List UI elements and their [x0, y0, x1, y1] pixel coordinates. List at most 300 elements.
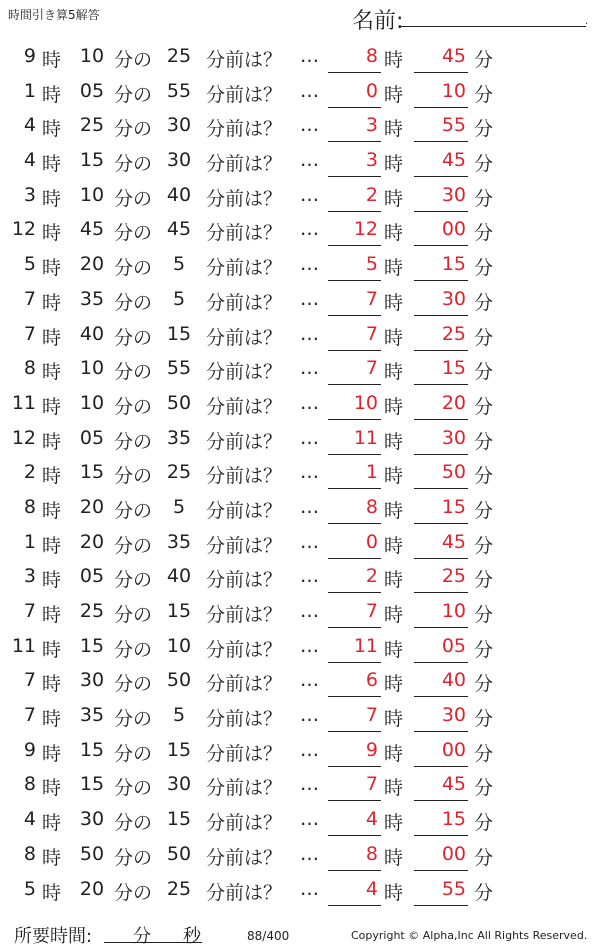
ellipsis: …: [300, 45, 319, 67]
answer-minute-unit: 分: [474, 777, 494, 800]
answer-minute-line[interactable]: [414, 905, 468, 906]
start-hour: 8: [23, 773, 36, 796]
minutes-before: 15: [166, 600, 192, 622]
answer-minute: 05: [441, 634, 466, 657]
answer-hour-unit: 時: [384, 604, 404, 626]
answer-hour: 7: [365, 600, 378, 622]
hour-unit: 時: [42, 49, 62, 71]
answer-minute-line[interactable]: [414, 176, 468, 177]
start-hour: 8: [23, 495, 36, 518]
answer-minute-unit: 分: [474, 83, 494, 106]
ellipsis: …: [300, 600, 319, 622]
problem-row: [0, 457, 600, 492]
minute-of-label: 分の: [114, 430, 153, 453]
problem-row: [0, 527, 600, 562]
start-minute: 35: [79, 704, 105, 727]
minute-of-label: 分の: [114, 777, 153, 800]
start-minute: 05: [79, 565, 105, 588]
minutes-before-question: 分前は？: [206, 777, 283, 800]
answer-minute-line[interactable]: [414, 245, 468, 246]
answer-hour-line[interactable]: [328, 454, 381, 455]
answer-minute-line[interactable]: [414, 107, 468, 108]
answer-hour: 7: [365, 704, 378, 727]
minutes-before-question: 分前は？: [206, 49, 283, 71]
answer-minute-line[interactable]: [414, 280, 468, 281]
answer-minute: 40: [441, 669, 466, 692]
answer-minute-line[interactable]: [414, 141, 468, 142]
minutes-before-question: 分前は？: [206, 812, 283, 835]
minutes-before: 45: [166, 218, 192, 241]
start-hour: 7: [23, 287, 36, 310]
start-minute: 30: [79, 669, 105, 692]
problem-row: [0, 804, 600, 839]
answer-minute: 00: [441, 218, 466, 241]
minutes-before: 30: [166, 773, 192, 796]
minutes-before: 5: [172, 495, 186, 518]
answer-hour-unit: 時: [384, 708, 404, 731]
ellipsis: …: [300, 842, 319, 865]
hour-unit: 時: [42, 361, 62, 384]
answer-hour-unit: 時: [384, 777, 404, 800]
answer-hour-unit: 時: [384, 569, 404, 592]
answer-hour-line[interactable]: [328, 558, 381, 559]
hour-unit: 時: [42, 742, 62, 765]
elapsed-seconds-unit: 秒: [183, 926, 201, 947]
answer-hour-unit: 時: [384, 291, 404, 314]
minutes-before-question: 分前は？: [206, 638, 283, 661]
minute-of-label: 分の: [114, 812, 153, 835]
ellipsis: …: [300, 426, 319, 449]
minutes-before-question: 分前は？: [206, 257, 283, 280]
start-minute: 20: [79, 530, 105, 553]
answer-hour-line[interactable]: [328, 176, 381, 177]
answer-minute-line[interactable]: [414, 72, 468, 73]
minutes-before: 5: [172, 287, 186, 310]
hour-unit: 時: [42, 638, 62, 661]
minute-of-label: 分の: [114, 742, 153, 765]
problem-row: [0, 596, 600, 631]
minutes-before-question: 分前は？: [206, 83, 283, 106]
start-hour: 7: [23, 600, 36, 622]
minute-of-label: 分の: [114, 153, 153, 176]
minutes-before-question: 分前は？: [206, 153, 283, 176]
answer-minute-line[interactable]: [414, 350, 468, 351]
answer-hour: 0: [365, 530, 378, 553]
minute-of-label: 分の: [114, 638, 153, 661]
answer-hour-line[interactable]: [328, 245, 381, 246]
answer-minute-line[interactable]: [414, 592, 468, 593]
hour-unit: 時: [42, 812, 62, 835]
start-hour: 7: [23, 669, 36, 692]
start-hour: 9: [23, 45, 36, 67]
minutes-before: 30: [166, 149, 192, 172]
ellipsis: …: [300, 114, 319, 137]
minute-of-label: 分の: [114, 708, 153, 731]
start-minute: 20: [79, 877, 105, 900]
answer-hour: 4: [365, 877, 378, 900]
minutes-before-question: 分前は？: [206, 187, 283, 210]
answer-minute-unit: 分: [474, 846, 494, 869]
answer-minute-unit: 分: [474, 326, 494, 349]
answer-minute-line[interactable]: [414, 558, 468, 559]
minutes-before: 55: [166, 79, 192, 102]
problem-row: [0, 284, 600, 319]
start-minute: 25: [79, 600, 105, 622]
answer-minute-line[interactable]: [414, 523, 468, 524]
start-hour: 4: [23, 114, 36, 137]
minutes-before-question: 分前は？: [206, 465, 283, 488]
minutes-before: 25: [166, 877, 192, 900]
answer-minute-line[interactable]: [414, 211, 468, 212]
answer-minute: 45: [441, 773, 466, 796]
answer-minute: 10: [441, 79, 466, 102]
answer-minute: 20: [441, 391, 466, 414]
answer-hour-line[interactable]: [328, 662, 381, 663]
answer-hour-unit: 時: [384, 83, 404, 106]
answer-hour-line[interactable]: [328, 488, 381, 489]
name-line-end-dot: .: [585, 16, 589, 27]
minute-of-label: 分の: [114, 846, 153, 869]
minutes-before-question: 分前は？: [206, 291, 283, 314]
answer-hour: 1: [365, 461, 378, 484]
minute-of-label: 分の: [114, 326, 153, 349]
problem-row: [0, 839, 600, 874]
start-hour: 9: [23, 738, 36, 761]
minutes-before-question: 分前は？: [206, 604, 283, 626]
answer-minute: 30: [441, 426, 466, 449]
answer-hour-line[interactable]: [328, 800, 381, 801]
worksheet-title: 時間引き算5解答: [8, 8, 100, 22]
answer-hour-unit: 時: [384, 638, 404, 661]
answer-hour-line[interactable]: [328, 627, 381, 628]
answer-minute-unit: 分: [474, 673, 494, 696]
minutes-before-question: 分前は？: [206, 395, 283, 418]
answer-minute: 30: [441, 183, 466, 206]
page-number: 88/400: [247, 929, 290, 943]
answer-hour: 10: [353, 391, 378, 414]
minutes-before-question: 分前は？: [206, 846, 283, 869]
minute-of-label: 分の: [114, 291, 153, 314]
answer-hour-unit: 時: [384, 499, 404, 522]
problem-row: [0, 735, 600, 770]
minutes-before: 50: [166, 669, 192, 692]
start-hour: 1: [23, 530, 36, 553]
answer-hour: 9: [365, 738, 378, 761]
answer-hour-unit: 時: [384, 395, 404, 418]
hour-unit: 時: [42, 673, 62, 696]
problem-row: [0, 110, 600, 145]
answer-hour-line[interactable]: [328, 731, 381, 732]
start-minute: 15: [79, 634, 105, 657]
minute-of-label: 分の: [114, 569, 153, 592]
hour-unit: 時: [42, 881, 62, 904]
answer-hour-unit: 時: [384, 326, 404, 349]
start-minute: 05: [79, 426, 105, 449]
answer-hour: 3: [365, 114, 378, 137]
minute-of-label: 分の: [114, 257, 153, 280]
hour-unit: 時: [42, 465, 62, 488]
answer-minute-unit: 分: [474, 153, 494, 176]
minutes-before: 10: [166, 634, 192, 657]
answer-hour-unit: 時: [384, 742, 404, 765]
start-minute: 10: [79, 357, 105, 380]
start-minute: 50: [79, 842, 105, 865]
ellipsis: …: [300, 287, 319, 310]
answer-hour: 7: [365, 357, 378, 380]
answer-minute-line[interactable]: [414, 835, 468, 836]
answer-minute: 00: [441, 738, 466, 761]
hour-unit: 時: [42, 846, 62, 869]
start-hour: 2: [23, 461, 36, 484]
start-hour: 4: [23, 808, 36, 831]
start-hour: 7: [23, 322, 36, 345]
minute-of-label: 分の: [114, 187, 153, 210]
problem-row: [0, 41, 600, 76]
start-hour: 8: [23, 842, 36, 865]
start-minute: 30: [79, 808, 105, 831]
ellipsis: …: [300, 530, 319, 553]
start-minute: 10: [79, 45, 105, 67]
start-minute: 15: [79, 461, 105, 484]
answer-minute-line[interactable]: [414, 870, 468, 871]
answer-minute-line[interactable]: [414, 454, 468, 455]
answer-minute: 15: [441, 357, 466, 380]
answer-minute-line[interactable]: [414, 800, 468, 801]
answer-minute-line[interactable]: [414, 384, 468, 385]
ellipsis: …: [300, 773, 319, 796]
answer-hour-line[interactable]: [328, 419, 381, 420]
answer-minute-unit: 分: [474, 257, 494, 280]
minute-of-label: 分の: [114, 395, 153, 418]
start-minute: 35: [79, 287, 105, 310]
start-hour: 7: [23, 704, 36, 727]
hour-unit: 時: [42, 534, 62, 557]
answer-hour-unit: 時: [384, 846, 404, 869]
answer-minute: 55: [441, 877, 466, 900]
answer-hour-unit: 時: [384, 118, 404, 141]
answer-hour-line[interactable]: [328, 835, 381, 836]
answer-minute-unit: 分: [474, 569, 494, 592]
hour-unit: 時: [42, 430, 62, 453]
answer-minute: 25: [441, 322, 466, 345]
minute-of-label: 分の: [114, 118, 153, 141]
answer-hour: 8: [365, 495, 378, 518]
answer-minute-line[interactable]: [414, 731, 468, 732]
answer-minute-unit: 分: [474, 465, 494, 488]
ellipsis: …: [300, 149, 319, 172]
problem-row: [0, 249, 600, 284]
answer-minute: 10: [441, 600, 466, 622]
minute-of-label: 分の: [114, 465, 153, 488]
problem-row: [0, 214, 600, 249]
answer-hour-unit: 時: [384, 361, 404, 384]
minutes-before: 55: [166, 357, 192, 380]
answer-hour: 0: [365, 79, 378, 102]
start-minute: 40: [79, 322, 105, 345]
answer-hour-unit: 時: [384, 465, 404, 488]
ellipsis: …: [300, 79, 319, 102]
answer-hour-line[interactable]: [328, 905, 381, 906]
answer-minute-line[interactable]: [414, 419, 468, 420]
answer-hour-unit: 時: [384, 153, 404, 176]
answer-hour: 2: [365, 183, 378, 206]
answer-hour-unit: 時: [384, 49, 404, 71]
problem-row: [0, 665, 600, 700]
answer-hour: 11: [353, 426, 378, 449]
minutes-before: 35: [166, 426, 192, 449]
problem-row: [0, 76, 600, 111]
answer-minute: 45: [441, 45, 466, 67]
start-hour: 11: [11, 634, 36, 657]
answer-hour: 8: [365, 45, 378, 67]
ellipsis: …: [300, 565, 319, 588]
ellipsis: …: [300, 253, 319, 276]
answer-minute-unit: 分: [474, 881, 494, 904]
problem-row: [0, 561, 600, 596]
minutes-before-question: 分前は？: [206, 534, 283, 557]
ellipsis: …: [300, 808, 319, 831]
answer-minute-line[interactable]: [414, 627, 468, 628]
minutes-before-question: 分前は？: [206, 742, 283, 765]
answer-hour-unit: 時: [384, 673, 404, 696]
ellipsis: …: [300, 495, 319, 518]
answer-minute: 45: [441, 149, 466, 172]
hour-unit: 時: [42, 153, 62, 176]
hour-unit: 時: [42, 222, 62, 245]
start-minute: 20: [79, 495, 105, 518]
answer-minute: 45: [441, 530, 466, 553]
answer-hour-line[interactable]: [328, 384, 381, 385]
ellipsis: …: [300, 391, 319, 414]
answer-hour: 7: [365, 287, 378, 310]
start-hour: 5: [23, 877, 36, 900]
problem-list: [0, 41, 600, 908]
answer-hour: 7: [365, 322, 378, 345]
answer-hour: 6: [365, 669, 378, 692]
answer-hour-line[interactable]: [328, 141, 381, 142]
answer-hour-line[interactable]: [328, 280, 381, 281]
hour-unit: 時: [42, 777, 62, 800]
minutes-before-question: 分前は？: [206, 673, 283, 696]
answer-hour: 11: [353, 634, 378, 657]
elapsed-minutes-unit: 分: [133, 926, 151, 947]
start-minute: 05: [79, 79, 105, 102]
problem-row: [0, 353, 600, 388]
minutes-before: 15: [166, 808, 192, 831]
start-hour: 5: [23, 253, 36, 276]
answer-minute-unit: 分: [474, 118, 494, 141]
answer-minute-unit: 分: [474, 395, 494, 418]
answer-minute-unit: 分: [474, 430, 494, 453]
hour-unit: 時: [42, 326, 62, 349]
answer-hour-line[interactable]: [328, 870, 381, 871]
minutes-before: 30: [166, 114, 192, 137]
answer-hour-line[interactable]: [328, 592, 381, 593]
problem-row: [0, 319, 600, 354]
answer-minute: 00: [441, 842, 466, 865]
minutes-before: 25: [166, 45, 192, 67]
answer-minute-line[interactable]: [414, 662, 468, 663]
minutes-before: 25: [166, 461, 192, 484]
name-input-line[interactable]: [400, 26, 586, 27]
minutes-before: 50: [166, 842, 192, 865]
hour-unit: 時: [42, 118, 62, 141]
ellipsis: …: [300, 461, 319, 484]
hour-unit: 時: [42, 395, 62, 418]
problem-row: [0, 423, 600, 458]
copyright: Copyright © Alpha,Inc All Rights Reserved.: [351, 929, 588, 942]
elapsed-time-label: 所要時間:: [14, 926, 93, 947]
name-label: 名前:: [352, 9, 404, 34]
problem-row: [0, 874, 600, 909]
hour-unit: 時: [42, 187, 62, 210]
answer-minute-line[interactable]: [414, 696, 468, 697]
problem-row: [0, 388, 600, 423]
minutes-before-question: 分前は？: [206, 569, 283, 592]
answer-minute-unit: 分: [474, 499, 494, 522]
answer-hour: 4: [365, 808, 378, 831]
answer-hour: 3: [365, 149, 378, 172]
answer-hour-line[interactable]: [328, 211, 381, 212]
answer-hour-line[interactable]: [328, 696, 381, 697]
ellipsis: …: [300, 634, 319, 657]
answer-minute: 30: [441, 287, 466, 310]
problem-row: [0, 700, 600, 735]
minutes-before-question: 分前は？: [206, 881, 283, 904]
answer-minute: 15: [441, 253, 466, 276]
answer-minute-line[interactable]: [414, 488, 468, 489]
hour-unit: 時: [42, 291, 62, 314]
answer-hour-line[interactable]: [328, 766, 381, 767]
answer-minute-line[interactable]: [414, 766, 468, 767]
hour-unit: 時: [42, 257, 62, 280]
answer-hour-line[interactable]: [328, 107, 381, 108]
answer-hour-unit: 時: [384, 187, 404, 210]
start-hour: 12: [11, 218, 36, 241]
start-minute: 15: [79, 149, 105, 172]
minute-of-label: 分の: [114, 222, 153, 245]
minutes-before-question: 分前は？: [206, 708, 283, 731]
minutes-before: 5: [172, 253, 186, 276]
answer-minute: 25: [441, 565, 466, 588]
answer-hour-unit: 時: [384, 430, 404, 453]
minute-of-label: 分の: [114, 361, 153, 384]
minutes-before: 15: [166, 322, 192, 345]
minutes-before-question: 分前は？: [206, 361, 283, 384]
ellipsis: …: [300, 357, 319, 380]
hour-unit: 時: [42, 569, 62, 592]
ellipsis: …: [300, 183, 319, 206]
start-hour: 4: [23, 149, 36, 172]
minute-of-label: 分の: [114, 534, 153, 557]
start-minute: 10: [79, 183, 105, 206]
minutes-before: 50: [166, 391, 192, 414]
answer-hour-line[interactable]: [328, 315, 381, 316]
answer-hour-line[interactable]: [328, 350, 381, 351]
problem-row: [0, 631, 600, 666]
answer-minute-unit: 分: [474, 361, 494, 384]
answer-hour-line[interactable]: [328, 72, 381, 73]
start-minute: 20: [79, 253, 105, 276]
answer-hour-line[interactable]: [328, 523, 381, 524]
minutes-before: 35: [166, 530, 192, 553]
answer-minute-unit: 分: [474, 708, 494, 731]
answer-hour: 7: [365, 773, 378, 796]
answer-hour-unit: 時: [384, 812, 404, 835]
answer-minute-unit: 分: [474, 291, 494, 314]
problem-row: [0, 145, 600, 180]
answer-minute-line[interactable]: [414, 315, 468, 316]
